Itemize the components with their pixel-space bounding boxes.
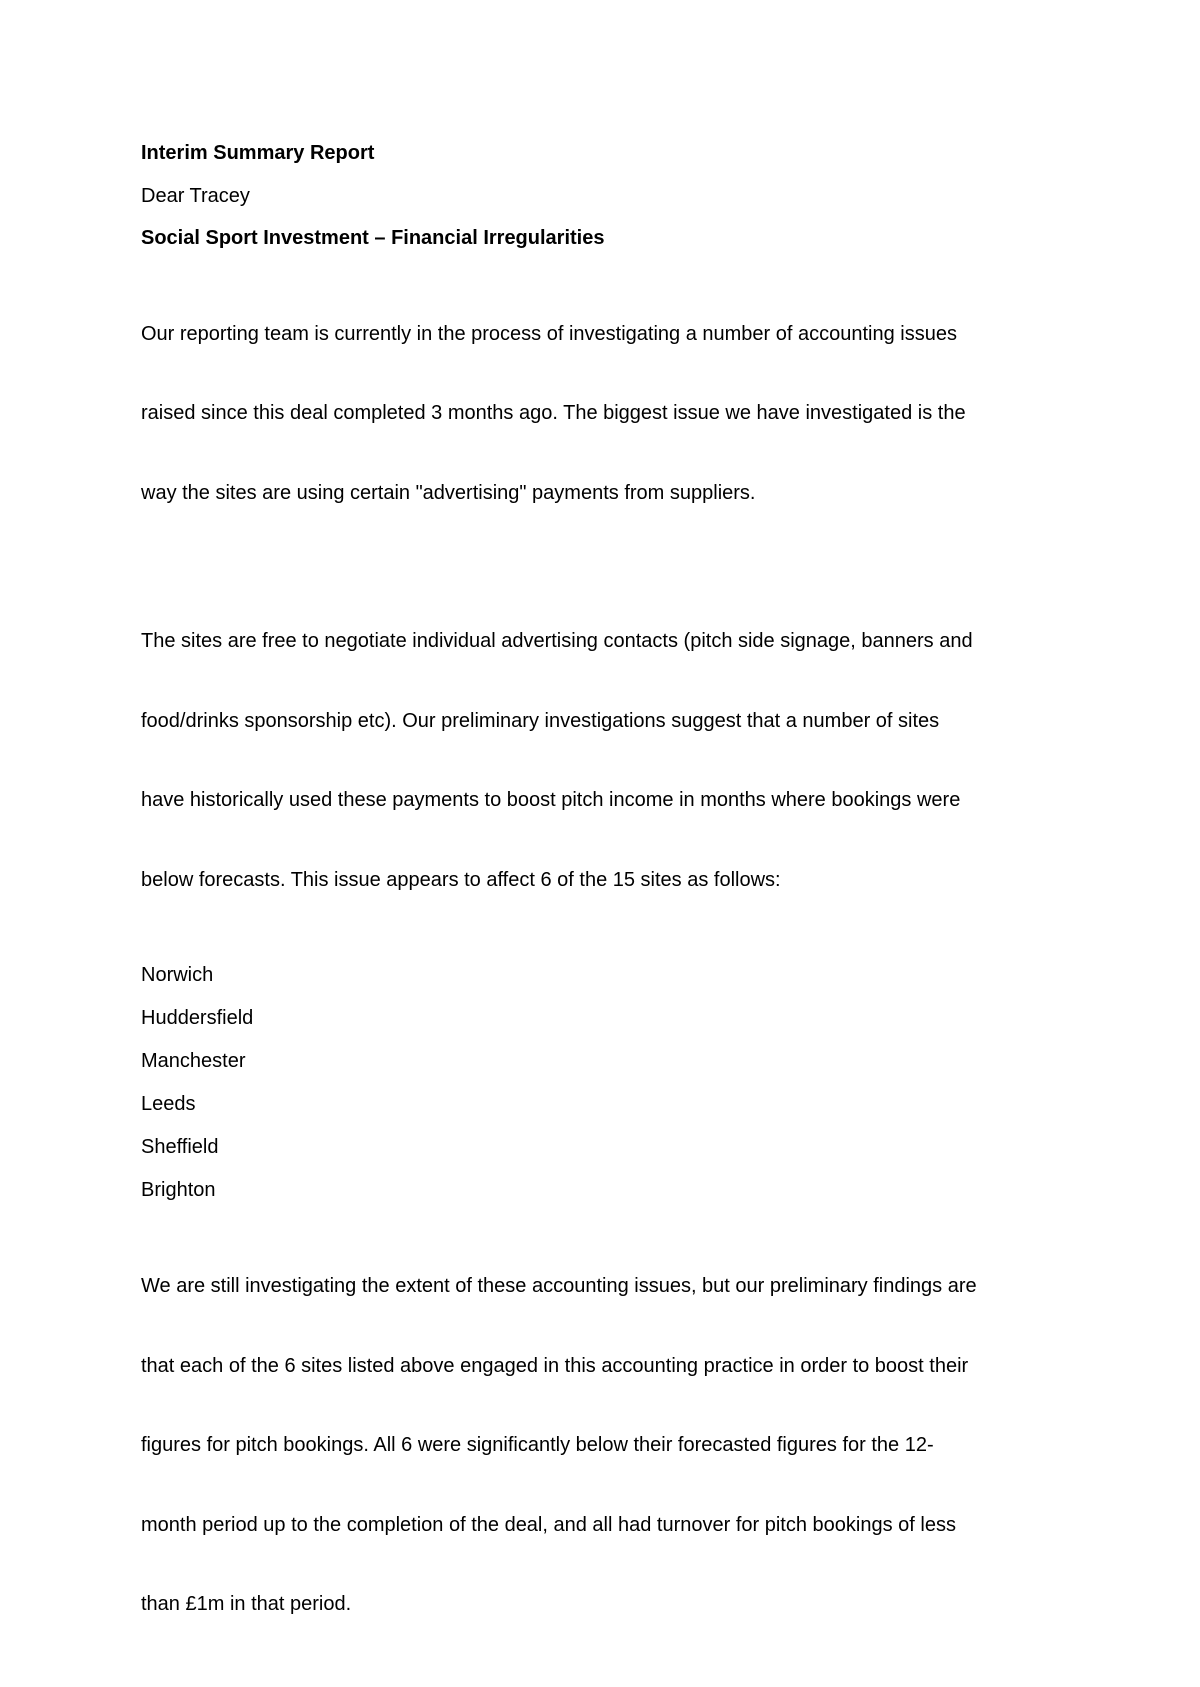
site-item-brighton: Brighton — [141, 1179, 216, 1201]
paragraph-2-line: below forecasts. This issue appears to affect 6 of the 15 sites as follows: — [141, 868, 781, 891]
paragraph-1-line: raised since this deal completed 3 months ago. The biggest issue we have investigated is the — [141, 402, 966, 424]
paragraph-1 — [141, 268, 1061, 560]
site-list — [141, 962, 1061, 1204]
report-title: Interim Summary Report — [141, 142, 375, 164]
paragraph-3-line: than £1m in that period. — [141, 1593, 352, 1615]
paragraph-3-line: that each of the 6 sites listed above engaged in this accounting practice in order to boost their — [141, 1354, 969, 1377]
site-item-sheffield: Sheffield — [141, 1136, 219, 1158]
paragraph-2-line: The sites are free to negotiate individual advertising contacts (pitch side signage, banners and — [141, 630, 973, 652]
greeting: Dear Tracey — [141, 184, 250, 207]
site-item-manchester: Manchester — [141, 1050, 246, 1072]
site-item-norwich: Norwich — [141, 964, 214, 986]
paragraph-3-line: figures for pitch bookings. All 6 were significantly below their forecasted figures for the 12- — [141, 1434, 934, 1456]
paragraph-1-line: way the sites are using certain "advertising" payments from suppliers. — [141, 481, 756, 504]
paragraph-2-line: food/drinks sponsorship etc). Our preliminary investigations suggest that a number of sites — [141, 709, 940, 732]
subject-heading: Social Sport Investment – Financial Irregularities — [141, 227, 605, 249]
paragraph-2 — [141, 575, 1061, 946]
site-item-leeds: Leeds — [141, 1093, 196, 1115]
site-item-huddersfield: Huddersfield — [141, 1007, 254, 1029]
paragraph-1-line: Our reporting team is currently in the process of investigating a number of accounting issues — [141, 322, 957, 345]
paragraph-3-line: We are still investigating the extent of these accounting issues, but our preliminary findings are — [141, 1275, 977, 1297]
paragraph-3 — [141, 1220, 1061, 1671]
document-body — [141, 140, 1061, 1687]
paragraph-2-line: have historically used these payments to boost pitch income in months where bookings were — [141, 789, 961, 811]
paragraph-3-line: month period up to the completion of the deal, and all had turnover for pitch bookings of less — [141, 1513, 956, 1536]
